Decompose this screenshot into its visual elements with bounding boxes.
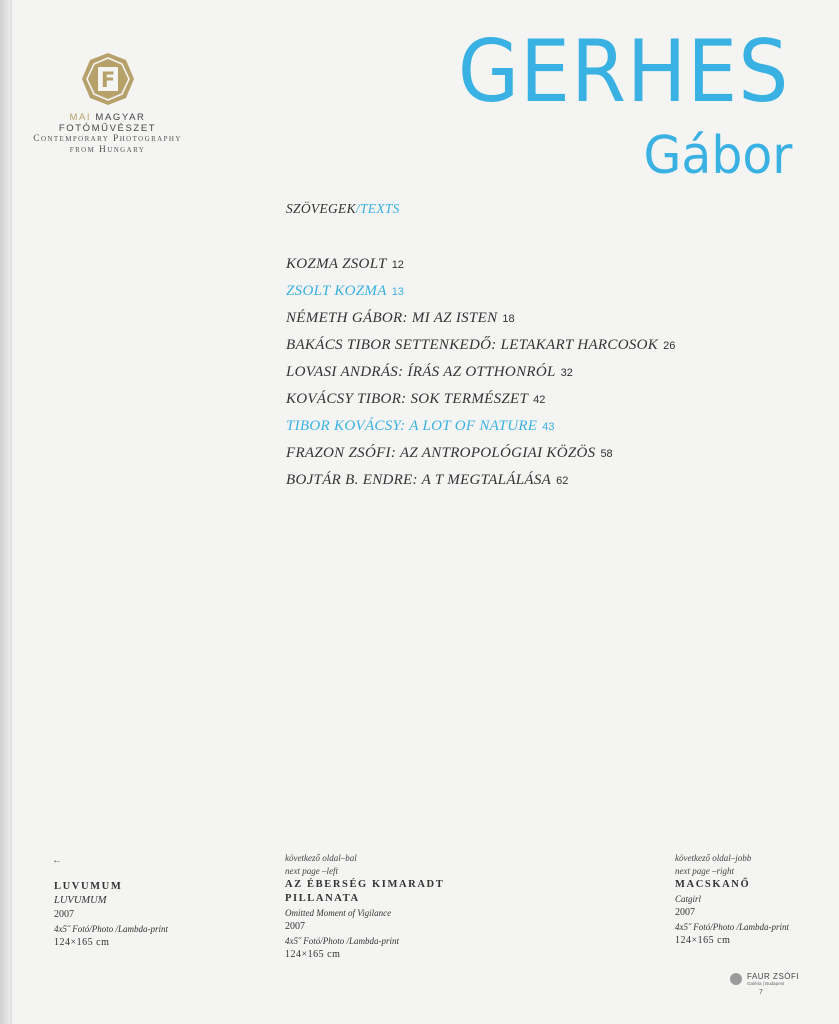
caption-right-note-hu: következő oldal–jobb — [675, 853, 752, 863]
publisher-name — [20, 112, 195, 134]
caption-center-technique: 4x5˝ Fotó/Photo /Lambda-print — [285, 936, 399, 946]
contents-item[interactable] — [286, 308, 675, 335]
caption-left-year: 2007 — [54, 909, 74, 920]
contents-item-title: TIBOR KOVÁCSY: A LOT OF NATURE — [286, 418, 538, 434]
caption-right-year: 2007 — [675, 907, 695, 918]
caption-center — [285, 852, 444, 962]
contents-list — [286, 254, 675, 497]
caption-left-size: 124×165 cm — [54, 937, 110, 948]
contents-heading-en: TEXTS — [359, 201, 400, 216]
caption-right-title: MACSKANŐ — [675, 879, 751, 890]
gallery-dot-icon — [730, 973, 742, 985]
artist-last-name: GERHES — [457, 22, 789, 122]
caption-right-size: 124×165 cm — [675, 935, 731, 946]
caption-left-title: LUVUMUM — [54, 881, 123, 892]
caption-left-subtitle: LUVUMUM — [54, 895, 107, 906]
publisher-name-rest: MAGYAR FOTÓMŰVÉSZET — [58, 112, 157, 134]
contents-item-page: 13 — [391, 286, 404, 298]
contents-item-page: 12 — [391, 259, 404, 271]
gallery-logo — [730, 972, 799, 986]
contents-heading-hu: SZÖVEGEK — [286, 201, 356, 216]
contents-item[interactable] — [286, 389, 675, 416]
contents-item-page: 32 — [560, 367, 573, 379]
contents-heading — [286, 201, 400, 217]
caption-left — [54, 880, 168, 950]
contents-item[interactable] — [286, 362, 675, 389]
caption-center-note-en: next page –left — [285, 866, 338, 876]
page-number: 7 — [759, 989, 763, 996]
contents-item-title: BAKÁCS TIBOR SETTENKEDŐ: LETAKART HARCOSOK — [286, 337, 659, 353]
contents-item-page: 18 — [502, 313, 515, 325]
publisher-subtitle-line2: from Hungary — [69, 145, 146, 155]
gallery-subtitle: Galéria | Budapest — [747, 981, 785, 986]
contents-item[interactable] — [286, 335, 675, 362]
contents-item[interactable] — [286, 281, 675, 308]
contents-item[interactable] — [286, 254, 675, 281]
contents-heading-separator: / — [355, 201, 360, 216]
contents-item-title: LOVASI ANDRÁS: ÍRÁS AZ OTTHONRÓL — [286, 364, 556, 380]
contents-item-page: 26 — [663, 340, 676, 352]
publisher-logo-block — [20, 52, 195, 156]
artist-first-name: Gábor — [643, 126, 792, 186]
publisher-name-prefix: MAI — [69, 112, 92, 123]
contents-item[interactable] — [286, 443, 675, 470]
caption-right-subtitle: Catgirl — [675, 894, 702, 904]
caption-center-title-line2: PILLANATA — [285, 893, 360, 904]
caption-center-title-line1: AZ ÉBERSÉG KIMARADT — [285, 879, 445, 890]
contents-item-page: 43 — [542, 421, 555, 433]
page-edge — [10, 0, 12, 1024]
contents-item-page: 42 — [533, 394, 546, 406]
caption-right — [675, 852, 789, 948]
contents-item-title: FRAZON ZSÓFI: AZ ANTROPOLÓGIAI KÖZÖS — [286, 445, 596, 461]
contents-item-title: BOJTÁR B. ENDRE: A T MEGTALÁLÁSA — [286, 472, 552, 488]
contents-item-title: ZSOLT KOZMA — [286, 283, 387, 299]
caption-center-year: 2007 — [285, 921, 305, 932]
publisher-subtitle-line1: Contemporary Photography — [33, 134, 182, 144]
caption-right-technique: 4x5˝ Fotó/Photo /Lambda-print — [675, 922, 789, 932]
contents-item-page: 62 — [556, 475, 569, 487]
caption-right-note-en: next page –right — [675, 866, 734, 876]
contents-item-title: KOVÁCSY TIBOR: SOK TERMÉSZET — [286, 391, 529, 407]
contents-item-page: 58 — [600, 448, 613, 460]
contents-item[interactable] — [286, 470, 675, 497]
publisher-logo-icon — [81, 52, 135, 106]
caption-center-note-hu: következő oldal–bal — [285, 853, 357, 863]
caption-center-size: 124×165 cm — [285, 949, 341, 960]
contents-item[interactable] — [286, 416, 675, 443]
gallery-name: FAUR ZSÓFI — [747, 972, 800, 981]
logo-letter: F — [100, 68, 115, 92]
contents-item-title: KOZMA ZSOLT — [286, 256, 387, 272]
caption-center-subtitle: Omitted Moment of Vigilance — [285, 908, 392, 918]
caption-left-technique: 4x5˝ Fotó/Photo /Lambda-print — [54, 924, 168, 934]
left-arrow-icon: ← — [52, 855, 62, 866]
contents-item-title: NÉMETH GÁBOR: MI AZ ISTEN — [286, 310, 498, 326]
